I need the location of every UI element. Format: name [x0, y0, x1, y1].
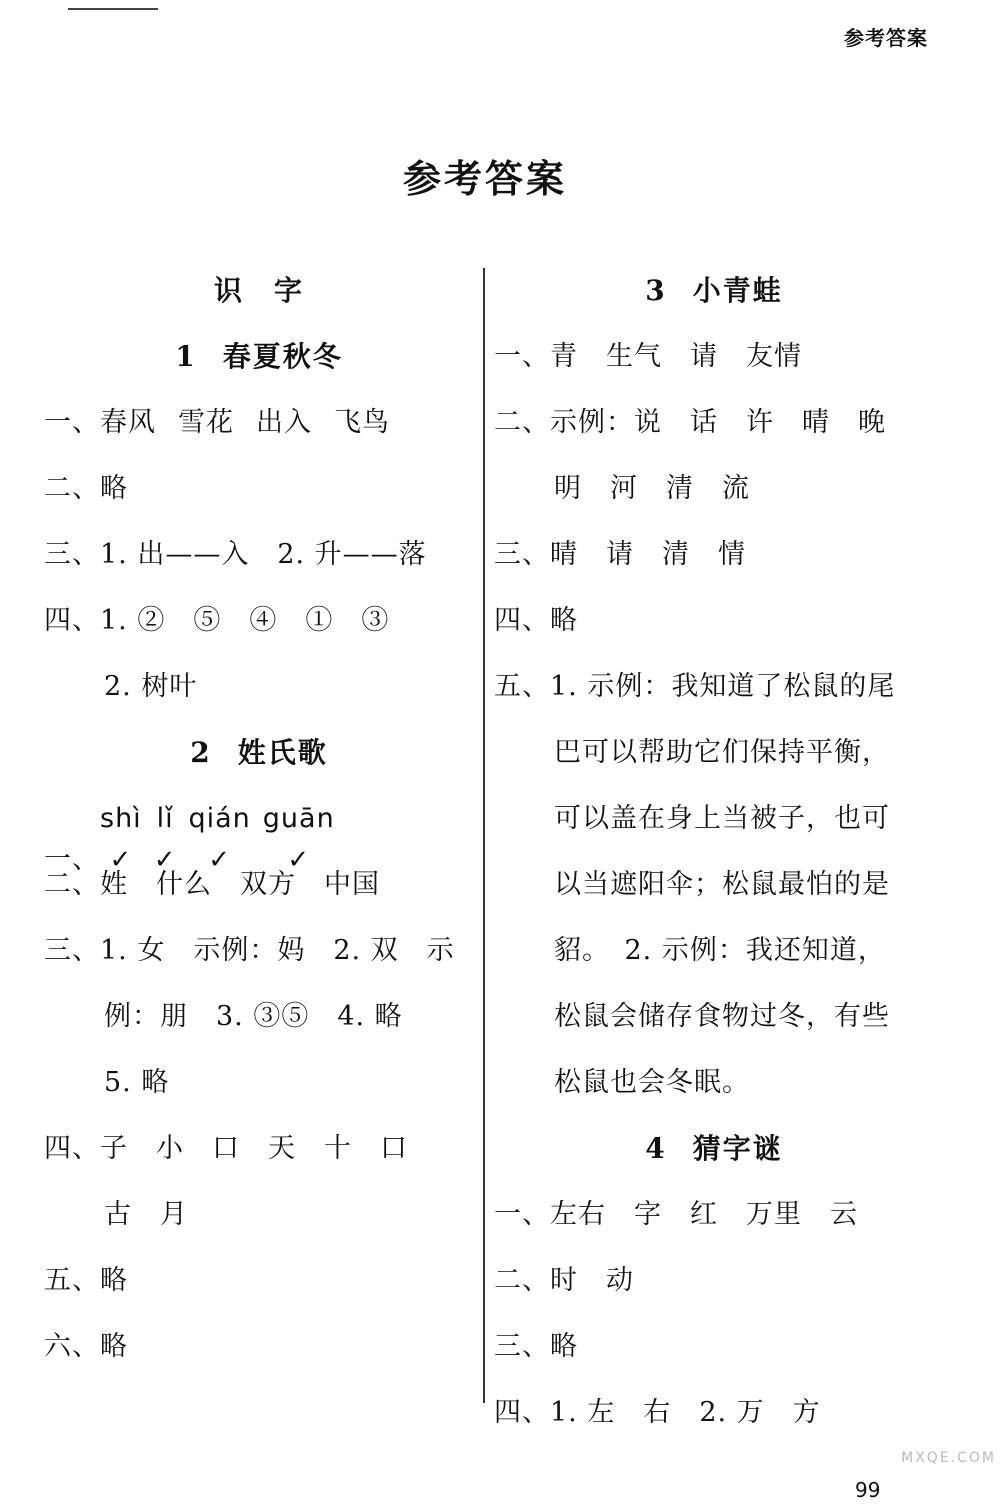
answer-line: 四、1. 左 右 2. 万 方 [494, 1397, 821, 1428]
column-divider [483, 268, 485, 1403]
group-title: 识 字 [213, 274, 304, 307]
answer-line: 三、略 [494, 1331, 578, 1362]
answer-line: 貂。 2. 示例：我还知道， [554, 935, 886, 966]
check-mark-icon: ✓ [109, 845, 133, 875]
answer-word: 雪花 [178, 407, 234, 438]
answer-line: 5. 略 [104, 1067, 170, 1098]
answer-word: 飞鸟 [334, 407, 390, 438]
pinyin-item [262, 786, 335, 875]
section-name: 小青蛙 [692, 274, 783, 307]
answer-line: 例：朋 3. ③⑤ 4. 略 [104, 1001, 403, 1032]
answer-line: 二、时 动 [494, 1265, 634, 1296]
top-rule [68, 8, 158, 10]
section-title-4 [494, 1116, 934, 1182]
answer-line: 三、1. 出——入 2. 升——落 [44, 539, 427, 570]
answer-line: 二、姓 什么 双方 中国 [44, 869, 380, 900]
pinyin-answer-line [44, 786, 474, 875]
answer-line: 明 河 清 流 [554, 473, 750, 504]
answer-line: 四、子 小 口 天 十 口 [44, 1133, 408, 1164]
answer-line: 松鼠会储存食物过冬，有些 [554, 1001, 890, 1032]
answer-line: 二、略 [44, 473, 128, 504]
section-number: 3 [645, 274, 667, 307]
answer-line: 松鼠也会冬眠。 [554, 1067, 750, 1098]
answer-line: 巴可以帮助它们保持平衡， [554, 737, 890, 768]
answer-prefix: 一、 [44, 844, 100, 875]
answer-line: 三、1. 女 示例：妈 2. 双 示 [44, 935, 455, 966]
answer-line [44, 390, 474, 456]
check-mark-icon: ✓ [208, 845, 232, 875]
answer-line: 四、1. ② ⑤ ④ ① ③ [44, 605, 390, 636]
section-number: 1 [175, 340, 197, 373]
answer-line: 以当遮阳伞；松鼠最怕的是 [554, 869, 890, 900]
answer-line: 可以盖在身上当被子，也可 [554, 803, 890, 834]
answer-line: 古 月 [104, 1199, 188, 1230]
pinyin-item [100, 786, 142, 875]
section-name: 猜字谜 [692, 1132, 783, 1165]
section-title-3 [494, 258, 934, 324]
running-header: 参考答案 [844, 26, 928, 50]
check-mark-icon: ✓ [153, 845, 177, 875]
answer-word: 一、春风 [44, 407, 156, 438]
answer-line: 四、略 [494, 605, 578, 636]
pinyin-text: qián [188, 803, 251, 834]
pinyin-item [188, 786, 251, 875]
pinyin-item [153, 786, 177, 875]
right-column [494, 258, 934, 1446]
answer-line: 2. 树叶 [104, 671, 198, 702]
page-number: 99 [855, 1478, 881, 1502]
answer-line: 一、青 生气 请 友情 [494, 341, 802, 372]
section-title-2 [44, 720, 474, 786]
section-name: 姓氏歌 [237, 736, 328, 769]
answer-line: 三、晴 请 清 情 [494, 539, 746, 570]
answer-line: 六、略 [44, 1331, 128, 1362]
answer-line: 五、1. 示例：我知道了松鼠的尾 [494, 671, 896, 702]
section-number: 2 [190, 736, 212, 769]
answer-line: 二、示例：说 话 许 晴 晚 [494, 407, 886, 438]
answer-line: 一、左右 字 红 万里 云 [494, 1199, 858, 1230]
section-name: 春夏秋冬 [222, 340, 343, 373]
answer-line: 五、略 [44, 1265, 128, 1296]
pinyin-text: shì [100, 803, 142, 834]
check-mark-icon: ✓ [287, 845, 311, 875]
left-column [44, 258, 474, 1380]
page-title: 参考答案 [402, 156, 567, 201]
section-title-1 [44, 324, 474, 390]
watermark: MXQE.COM [901, 1450, 996, 1466]
pinyin-text: guān [262, 803, 335, 834]
answer-word: 出入 [256, 407, 312, 438]
section-number: 4 [645, 1132, 667, 1165]
pinyin-text: lǐ [156, 803, 174, 834]
